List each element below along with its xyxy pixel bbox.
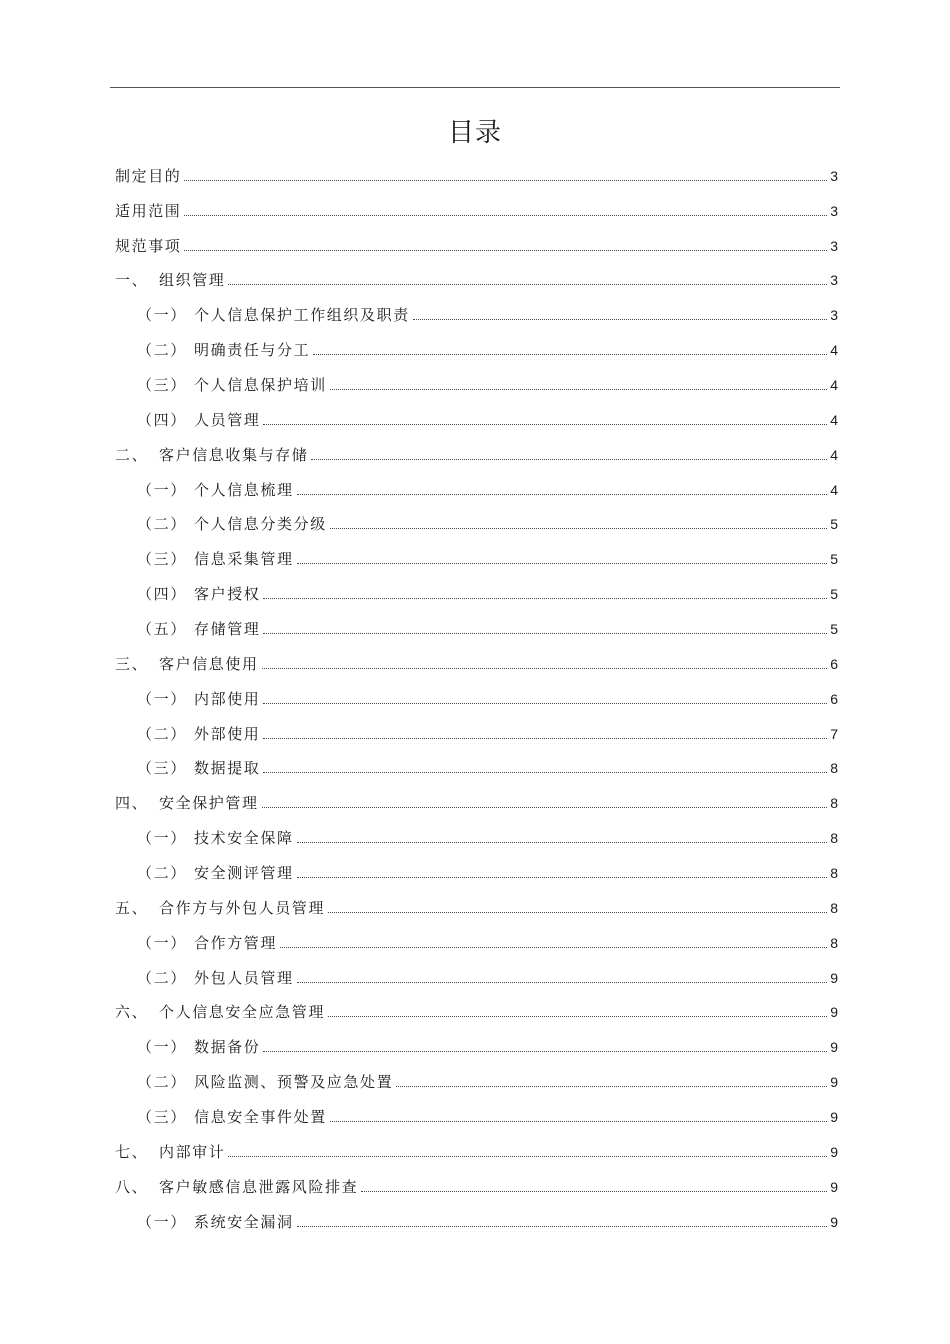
toc-entry[interactable] bbox=[115, 505, 838, 540]
toc-dot-leader bbox=[184, 180, 827, 181]
toc-entry-label: 制定目的 bbox=[115, 166, 182, 185]
toc-entry-label: 客户信息收集与存储 bbox=[159, 445, 309, 464]
toc-entry-number: （四） bbox=[137, 585, 187, 604]
toc-entry-number: 六、 bbox=[115, 1003, 149, 1022]
toc-entry-page-number: 8 bbox=[830, 899, 838, 916]
toc-entry-page-number: 8 bbox=[830, 760, 838, 777]
toc-entry-page-number: 5 bbox=[830, 621, 838, 638]
toc-dot-leader bbox=[263, 738, 827, 739]
toc-entry[interactable] bbox=[115, 1202, 838, 1237]
toc-entry-number: （一） bbox=[137, 306, 187, 325]
toc-entry[interactable] bbox=[115, 261, 838, 296]
toc-entry-page-number: 9 bbox=[830, 1109, 838, 1126]
toc-entry-number: （一） bbox=[137, 480, 187, 499]
toc-entry[interactable] bbox=[115, 365, 838, 400]
toc-entry-number: （二） bbox=[137, 1073, 187, 1092]
toc-entry[interactable] bbox=[115, 818, 838, 853]
toc-entry-label: 技术安全保障 bbox=[194, 829, 294, 848]
toc-entry-number: 八、 bbox=[115, 1177, 149, 1196]
toc-entry-page-number: 4 bbox=[830, 411, 838, 428]
toc-entry[interactable] bbox=[115, 330, 838, 365]
toc-entry[interactable] bbox=[115, 435, 838, 470]
toc-dot-leader bbox=[184, 215, 827, 216]
toc-entry-number: （一） bbox=[137, 1038, 187, 1057]
toc-entry-label: 数据提取 bbox=[194, 759, 261, 778]
toc-dot-leader bbox=[330, 1121, 827, 1122]
toc-entry-page-number: 9 bbox=[830, 1074, 838, 1091]
toc-entry-page-number: 3 bbox=[830, 167, 838, 184]
toc-entry-label: 规范事项 bbox=[115, 236, 182, 255]
toc-entry[interactable] bbox=[115, 1132, 838, 1167]
toc-entry[interactable] bbox=[115, 1062, 838, 1097]
toc-entry[interactable] bbox=[115, 574, 838, 609]
toc-entry-number: （一） bbox=[137, 689, 187, 708]
toc-dot-leader bbox=[280, 947, 827, 948]
toc-entry[interactable] bbox=[115, 993, 838, 1028]
toc-entry-page-number: 3 bbox=[830, 202, 838, 219]
toc-dot-leader bbox=[228, 284, 827, 285]
toc-entry[interactable] bbox=[115, 400, 838, 435]
toc-dot-leader bbox=[297, 1226, 828, 1227]
toc-entry-label: 客户敏感信息泄露风险排查 bbox=[159, 1177, 359, 1196]
header-rule bbox=[110, 87, 840, 88]
toc-dot-leader bbox=[184, 250, 827, 251]
toc-entry[interactable] bbox=[115, 853, 838, 888]
toc-entry-label: 个人信息分类分级 bbox=[194, 515, 327, 534]
toc-entry-number: （二） bbox=[137, 515, 187, 534]
toc-entry-page-number: 9 bbox=[830, 1213, 838, 1230]
toc-entry[interactable] bbox=[115, 295, 838, 330]
toc-entry-page-number: 9 bbox=[830, 969, 838, 986]
toc-dot-leader bbox=[297, 877, 828, 878]
toc-entry[interactable] bbox=[115, 609, 838, 644]
table-of-contents bbox=[115, 156, 838, 1237]
toc-entry-label: 个人信息梳理 bbox=[194, 480, 294, 499]
toc-title: 目录 bbox=[447, 118, 502, 148]
toc-dot-leader bbox=[263, 598, 827, 599]
toc-entry-page-number: 9 bbox=[830, 1004, 838, 1021]
toc-entry-page-number: 4 bbox=[830, 481, 838, 498]
toc-dot-leader bbox=[263, 772, 827, 773]
toc-entry-label: 外部使用 bbox=[194, 724, 261, 743]
toc-dot-leader bbox=[330, 528, 827, 529]
toc-entry[interactable] bbox=[115, 470, 838, 505]
toc-dot-leader bbox=[396, 1086, 827, 1087]
toc-entry-page-number: 8 bbox=[830, 934, 838, 951]
toc-entry[interactable] bbox=[115, 923, 838, 958]
toc-entry-label: 客户授权 bbox=[194, 585, 261, 604]
toc-entry-number: 一、 bbox=[115, 271, 149, 290]
toc-dot-leader bbox=[330, 389, 827, 390]
toc-entry-label: 内部使用 bbox=[194, 689, 261, 708]
toc-entry-label: 个人信息安全应急管理 bbox=[159, 1003, 326, 1022]
toc-dot-leader bbox=[297, 982, 828, 983]
toc-entry-page-number: 8 bbox=[830, 865, 838, 882]
toc-entry-page-number: 8 bbox=[830, 830, 838, 847]
toc-dot-leader bbox=[228, 1156, 827, 1157]
toc-entry-number: （三） bbox=[137, 1108, 187, 1127]
toc-entry-number: 三、 bbox=[115, 654, 149, 673]
toc-entry-label: 明确责任与分工 bbox=[194, 341, 311, 360]
toc-entry-label: 合作方管理 bbox=[194, 933, 278, 952]
toc-entry-label: 人员管理 bbox=[194, 410, 261, 429]
toc-entry-page-number: 5 bbox=[830, 586, 838, 603]
toc-dot-leader bbox=[413, 319, 827, 320]
toc-entry-page-number: 4 bbox=[830, 342, 838, 359]
toc-entry-label: 个人信息保护培训 bbox=[194, 376, 327, 395]
toc-dot-leader bbox=[297, 842, 828, 843]
toc-entry-page-number: 7 bbox=[830, 725, 838, 742]
toc-entry-number: （二） bbox=[137, 341, 187, 360]
toc-entry-number: （一） bbox=[137, 829, 187, 848]
toc-entry[interactable] bbox=[115, 714, 838, 749]
toc-entry-label: 适用范围 bbox=[115, 201, 182, 220]
toc-entry-page-number: 4 bbox=[830, 446, 838, 463]
toc-dot-leader bbox=[263, 1051, 827, 1052]
toc-entry-number: （二） bbox=[137, 864, 187, 883]
toc-entry-number: （二） bbox=[137, 724, 187, 743]
toc-dot-leader bbox=[328, 912, 827, 913]
toc-entry[interactable] bbox=[115, 226, 838, 261]
toc-entry[interactable] bbox=[115, 191, 838, 226]
toc-dot-leader bbox=[313, 354, 827, 355]
toc-entry-label: 数据备份 bbox=[194, 1038, 261, 1057]
toc-entry-label: 信息采集管理 bbox=[194, 550, 294, 569]
toc-dot-leader bbox=[311, 459, 827, 460]
toc-entry[interactable] bbox=[115, 1097, 838, 1132]
toc-entry-number: 四、 bbox=[115, 794, 149, 813]
toc-entry-page-number: 9 bbox=[830, 1039, 838, 1056]
toc-entry[interactable] bbox=[115, 644, 838, 679]
toc-dot-leader bbox=[361, 1191, 827, 1192]
toc-entry-label: 系统安全漏洞 bbox=[194, 1212, 294, 1231]
toc-entry-number: （五） bbox=[137, 620, 187, 639]
toc-entry-label: 客户信息使用 bbox=[159, 654, 259, 673]
toc-entry-page-number: 3 bbox=[830, 307, 838, 324]
toc-entry-label: 信息安全事件处置 bbox=[194, 1108, 327, 1127]
toc-entry[interactable] bbox=[115, 679, 838, 714]
toc-dot-leader bbox=[262, 807, 828, 808]
toc-entry[interactable] bbox=[115, 539, 838, 574]
toc-entry-number: （一） bbox=[137, 1212, 187, 1231]
toc-entry-label: 存储管理 bbox=[194, 620, 261, 639]
toc-entry-label: 组织管理 bbox=[159, 271, 226, 290]
toc-entry-page-number: 9 bbox=[830, 1143, 838, 1160]
toc-entry-number: （一） bbox=[137, 933, 187, 952]
toc-dot-leader bbox=[263, 424, 827, 425]
toc-entry-page-number: 6 bbox=[830, 690, 838, 707]
toc-dot-leader bbox=[297, 563, 828, 564]
toc-entry-number: 二、 bbox=[115, 445, 149, 464]
toc-entry[interactable] bbox=[115, 958, 838, 993]
toc-entry[interactable] bbox=[115, 1167, 838, 1202]
toc-entry-number: （三） bbox=[137, 376, 187, 395]
toc-entry-number: （三） bbox=[137, 550, 187, 569]
toc-entry[interactable] bbox=[115, 783, 838, 818]
toc-entry[interactable] bbox=[115, 749, 838, 784]
toc-entry[interactable] bbox=[115, 888, 838, 923]
toc-entry-label: 内部审计 bbox=[159, 1142, 226, 1161]
toc-entry-number: （三） bbox=[137, 759, 187, 778]
toc-entry-page-number: 5 bbox=[830, 516, 838, 533]
toc-entry-label: 风险监测、预警及应急处置 bbox=[194, 1073, 394, 1092]
toc-entry-number: 七、 bbox=[115, 1142, 149, 1161]
toc-entry-page-number: 9 bbox=[830, 1178, 838, 1195]
toc-entry-label: 个人信息保护工作组织及职责 bbox=[194, 306, 410, 325]
toc-entry-label: 外包人员管理 bbox=[194, 968, 294, 987]
toc-dot-leader bbox=[263, 703, 827, 704]
toc-entry-page-number: 5 bbox=[830, 551, 838, 568]
toc-entry-page-number: 3 bbox=[830, 272, 838, 289]
toc-entry-page-number: 6 bbox=[830, 655, 838, 672]
toc-entry-number: 五、 bbox=[115, 898, 149, 917]
toc-entry[interactable] bbox=[115, 1027, 838, 1062]
toc-entry-label: 安全保护管理 bbox=[159, 794, 259, 813]
toc-dot-leader bbox=[263, 633, 827, 634]
toc-entry-label: 合作方与外包人员管理 bbox=[159, 898, 326, 917]
toc-entry-number: （二） bbox=[137, 968, 187, 987]
toc-entry-page-number: 4 bbox=[830, 377, 838, 394]
toc-entry-number: （四） bbox=[137, 410, 187, 429]
toc-dot-leader bbox=[262, 668, 828, 669]
toc-dot-leader bbox=[297, 494, 828, 495]
toc-entry[interactable] bbox=[115, 156, 838, 191]
toc-entry-label: 安全测评管理 bbox=[194, 864, 294, 883]
toc-dot-leader bbox=[328, 1016, 827, 1017]
toc-entry-page-number: 3 bbox=[830, 237, 838, 254]
toc-entry-page-number: 8 bbox=[830, 795, 838, 812]
